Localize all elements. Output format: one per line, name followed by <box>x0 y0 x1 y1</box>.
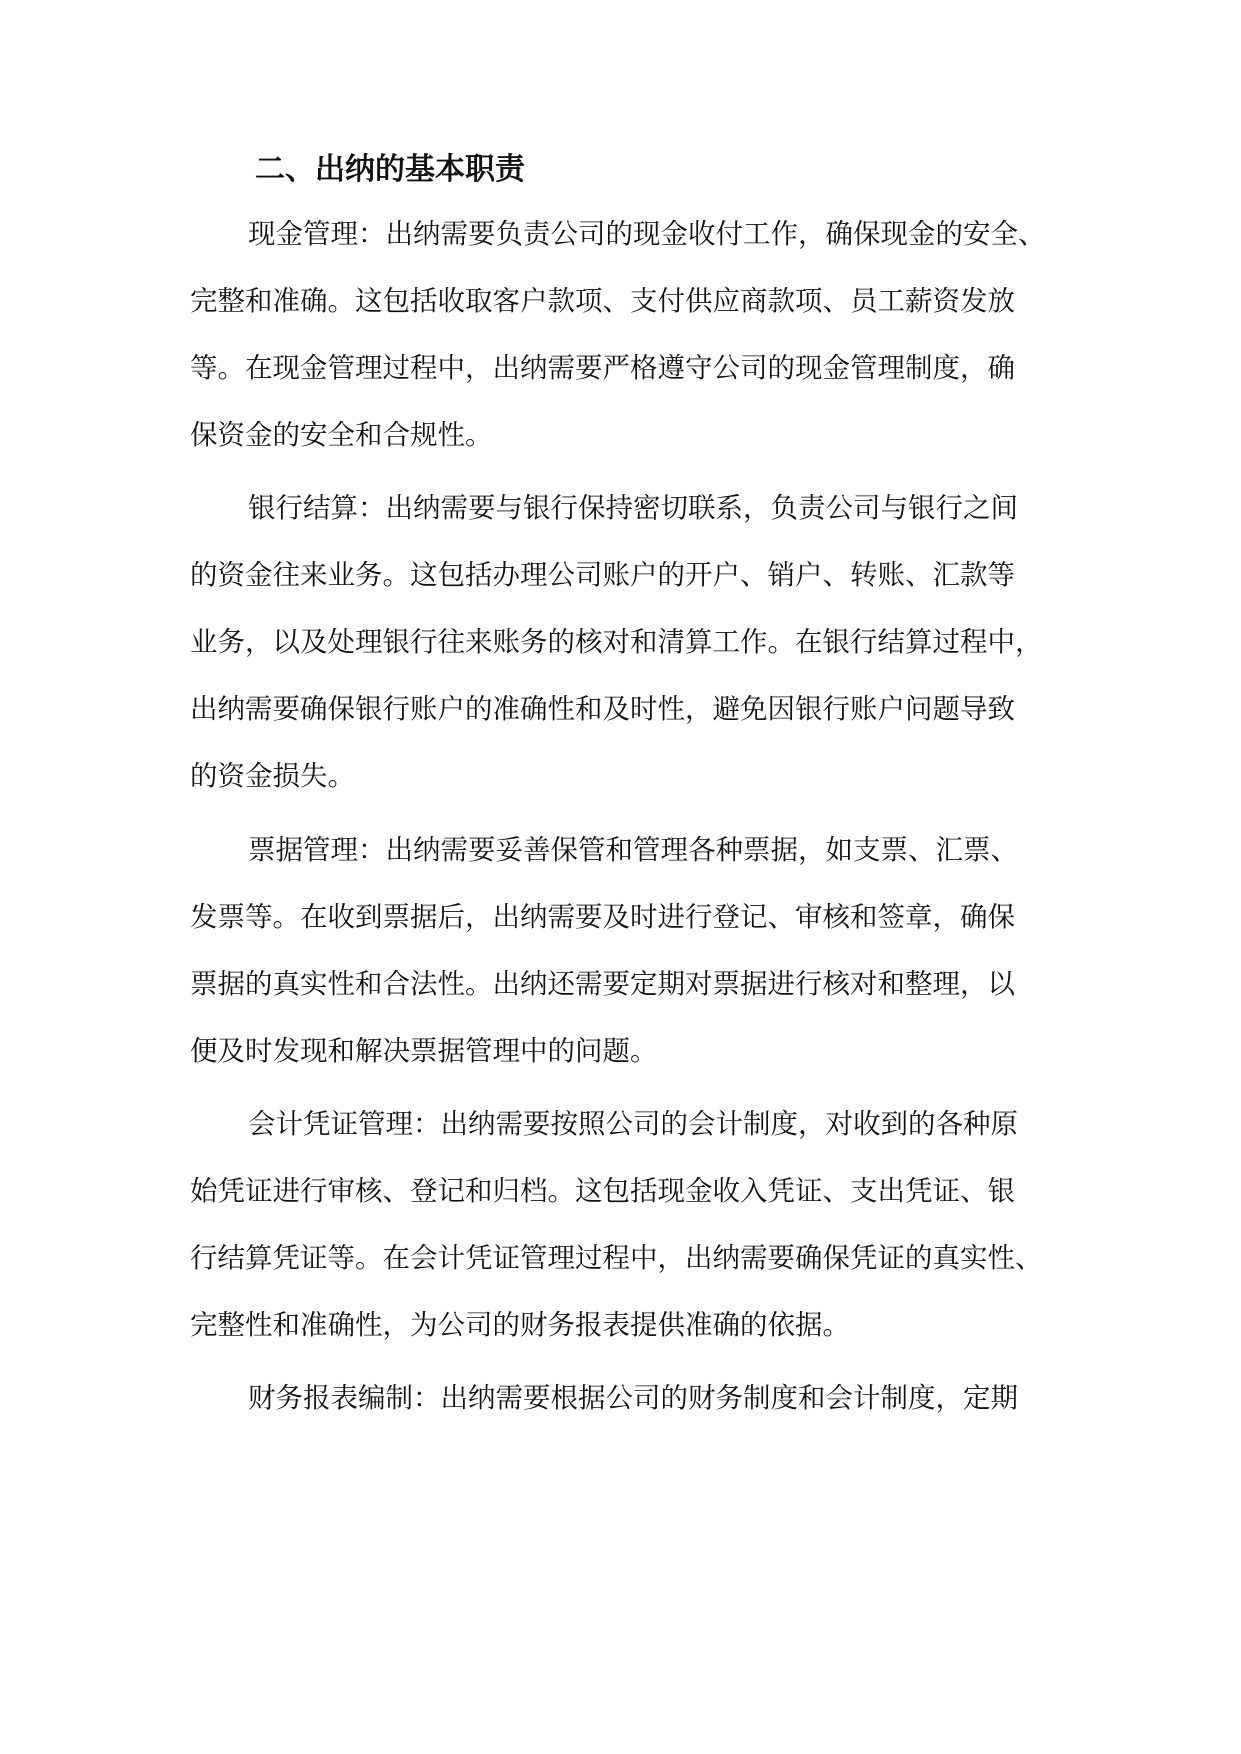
paragraph-bank-settlement-line-4: 出纳需要确保银行账户的准确性和及时性，避免因银行账户问题导致 <box>190 693 1015 725</box>
paragraph-voucher-management-line-1: 会计凭证管理：出纳需要按照公司的会计制度，对收到的各种原 <box>248 1108 1018 1140</box>
paragraph-bill-management-line-2: 发票等。在收到票据后，出纳需要及时进行登记、审核和签章，确保 <box>190 901 1015 933</box>
section-heading: 二、出纳的基本职责 <box>255 152 525 187</box>
paragraph-cash-management-line-1: 现金管理：出纳需要负责公司的现金收付工作，确保现金的安全、 <box>248 218 1046 250</box>
paragraph-cash-management-line-4: 保资金的安全和合规性。 <box>190 419 493 451</box>
paragraph-bank-settlement-line-5: 的资金损失。 <box>190 760 355 792</box>
paragraph-cash-management-line-2: 完整和准确。这包括收取客户款项、支付供应商款项、员工薪资发放 <box>190 285 1015 317</box>
paragraph-bill-management-line-4: 便及时发现和解决票据管理中的问题。 <box>190 1035 658 1067</box>
paragraph-voucher-management-line-4: 完整性和准确性，为公司的财务报表提供准确的依据。 <box>190 1309 850 1341</box>
paragraph-bill-management-line-1: 票据管理：出纳需要妥善保管和管理各种票据，如支票、汇票、 <box>248 834 1018 866</box>
paragraph-bill-management-line-3: 票据的真实性和合法性。出纳还需要定期对票据进行核对和整理，以 <box>190 968 1015 1000</box>
paragraph-voucher-management-line-2: 始凭证进行审核、登记和归档。这包括现金收入凭证、支出凭证、银 <box>190 1175 1015 1207</box>
paragraph-financial-report-line-1: 财务报表编制：出纳需要根据公司的财务制度和会计制度，定期 <box>248 1382 1018 1414</box>
paragraph-bank-settlement-line-2: 的资金往来业务。这包括办理公司账户的开户、销户、转账、汇款等 <box>190 559 1015 591</box>
paragraph-bank-settlement-line-3: 业务，以及处理银行往来账务的核对和清算工作。在银行结算过程中， <box>190 626 1043 658</box>
paragraph-cash-management-line-3: 等。在现金管理过程中，出纳需要严格遵守公司的现金管理制度，确 <box>190 352 1015 384</box>
paragraph-voucher-management-line-3: 行结算凭证等。在会计凭证管理过程中，出纳需要确保凭证的真实性、 <box>190 1242 1043 1274</box>
paragraph-bank-settlement-line-1: 银行结算：出纳需要与银行保持密切联系，负责公司与银行之间 <box>248 492 1018 524</box>
